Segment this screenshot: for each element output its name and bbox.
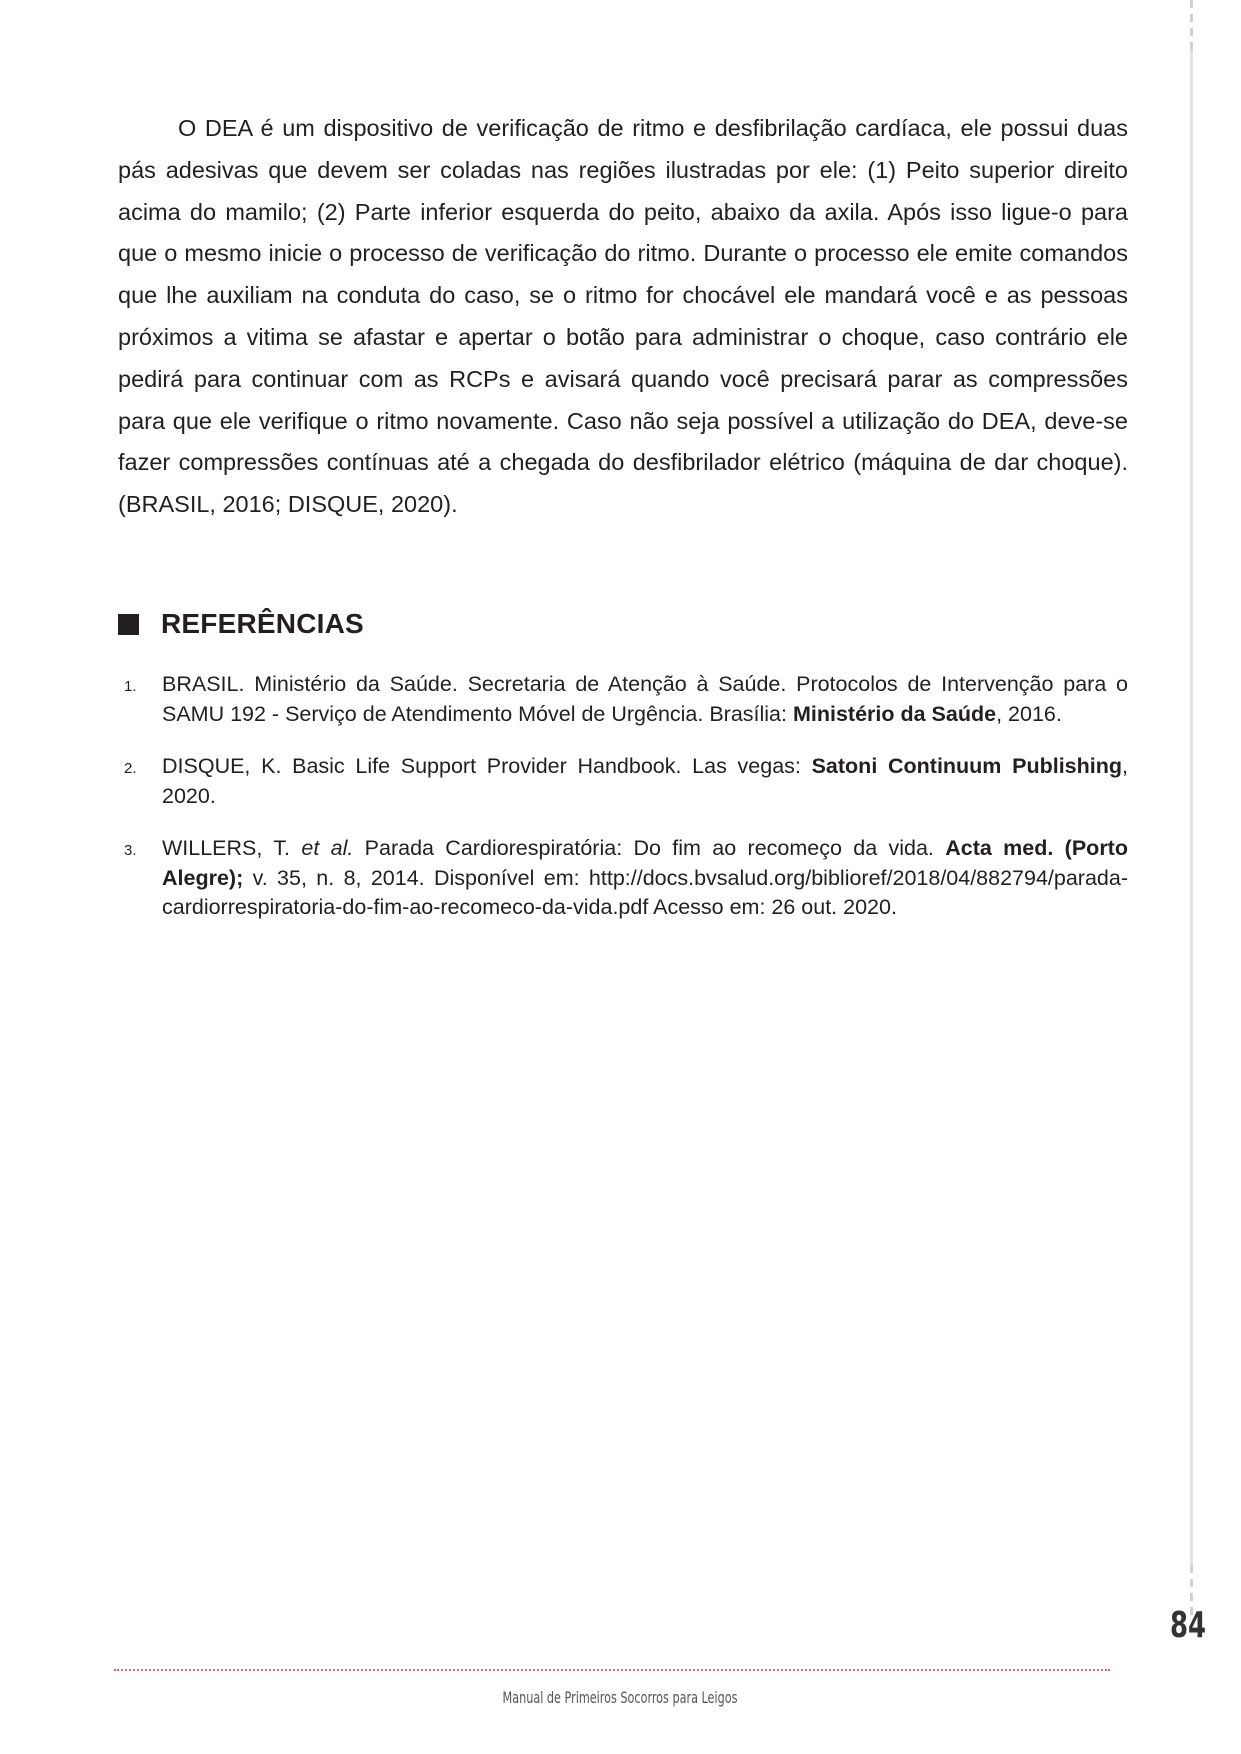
reference-journal: Acta med. (Porto Alegre);	[162, 836, 1128, 890]
reference-item-2	[118, 752, 1128, 811]
reference-details: v. 35, n. 8, 2014. Disponível em: http://docs.bvsalud.org/biblioref/2018/04/882794/parada-cardiorrespiratoria-do-fim-ao-recomeco-da-vida.pdf Acesso em: 26 out. 2020.	[162, 865, 1128, 919]
footer-dotted-rule	[114, 1669, 1110, 1671]
reference-title: Parada Cardiorespiratória: Do fim ao recomeço da vida.	[353, 836, 946, 860]
body-paragraph: O DEA é um dispositivo de verificação de ritmo e desfibrilação cardíaca, ele possui duas pás adesivas que devem ser coladas nas regiões ilustradas por ele: (1) Peito superior direito acima do mamilo; (2) Parte inferior esquerda do peito, abaixo da axila. Após isso ligue-o para que o mesmo inicie o processo de verificação do ritmo. Durante o processo ele emite comandos que lhe auxiliam na conduta do caso, se o ritmo for chocável ele mandará você e as pessoas próximos a vitima se afastar e apertar o botão para administrar o choque, caso contrário ele pedirá para continuar com as RCPs e avisará quando você precisará parar as compressões para que ele verifique o ritmo novamente. Caso não seja possível a utilização do DEA, deve-se fazer compressões contínuas até a chegada do desfibrilador elétrico (máquina de dar choque). (BRASIL, 2016; DISQUE, 2020).	[118, 115, 1128, 518]
page-edge-rule	[1190, 0, 1193, 1615]
reference-item-1	[118, 670, 1128, 729]
references-list	[118, 670, 1128, 946]
references-heading	[118, 604, 364, 644]
reference-text: BRASIL. Ministério da Saúde. Secretaria de Atenção à Saúde. Protocolos de Intervenção para o SAMU 192 - Serviço de Atendimento Móvel de Urgência. Brasília:	[162, 672, 1128, 726]
reference-text: WILLERS, T.	[162, 836, 302, 860]
reference-number: 2.	[124, 760, 137, 777]
reference-year: , 2020.	[162, 754, 1128, 808]
reference-number: 3.	[124, 842, 137, 859]
page-edge-rule-dashes-top	[1190, 0, 1193, 50]
reference-publisher: Satoni Continuum Publishing	[811, 754, 1123, 778]
footer-book-title: Manual de Primeiros Socorros para Leigos	[502, 1688, 738, 1707]
page-number: 84	[1169, 1605, 1207, 1646]
reference-publisher: Ministério da Saúde	[792, 701, 997, 726]
reference-year: , 2016.	[996, 701, 1062, 726]
heading-square-icon	[118, 614, 139, 635]
reference-item-3	[118, 834, 1128, 923]
references-title: REFERÊNCIAS	[161, 608, 364, 639]
reference-text: DISQUE, K. Basic Life Support Provider Handbook. Las vegas:	[162, 754, 812, 778]
reference-et-al: et al.	[301, 836, 354, 860]
reference-number: 1.	[124, 678, 137, 695]
